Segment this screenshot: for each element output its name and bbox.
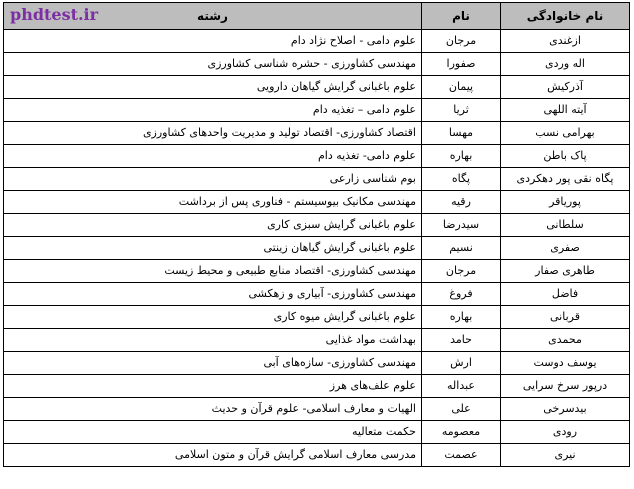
table-row	[4, 191, 630, 214]
family-cell: محمدی	[501, 329, 630, 352]
family-cell: درپور سرخ سرایی	[501, 375, 630, 398]
table-row	[4, 375, 630, 398]
field-cell: علوم باغبانی گرایش سبزی کاری	[4, 214, 422, 237]
family-cell: سلطانی	[501, 214, 630, 237]
field-cell: الهیات و معارف اسلامی- علوم قرآن و حدیث	[4, 398, 422, 421]
name-cell: مرجان	[422, 30, 501, 53]
table-row	[4, 99, 630, 122]
field-cell: حکمت متعالیه	[4, 421, 422, 444]
table-row	[4, 145, 630, 168]
table-row	[4, 306, 630, 329]
field-cell: علوم باغبانی گرایش گیاهان دارویی	[4, 76, 422, 99]
name-cell: بهاره	[422, 306, 501, 329]
field-cell: علوم باغبانی گرایش گیاهان زینتی	[4, 237, 422, 260]
family-cell: پوریاقر	[501, 191, 630, 214]
table-row	[4, 122, 630, 145]
header-field-label: رشته	[197, 9, 228, 23]
results-table	[3, 2, 630, 467]
family-cell: فاضل	[501, 283, 630, 306]
header-name: نام	[422, 3, 501, 30]
table-header-row	[4, 3, 630, 30]
name-cell: فروغ	[422, 283, 501, 306]
table-row	[4, 168, 630, 191]
field-cell: مهندسی مکانیک بیوسیستم - فناوری پس از برداشت	[4, 191, 422, 214]
name-cell: علی	[422, 398, 501, 421]
table-row	[4, 237, 630, 260]
name-cell: ثریا	[422, 99, 501, 122]
family-cell: پگاه نقی پور دهکردی	[501, 168, 630, 191]
name-cell: مرجان	[422, 260, 501, 283]
table-row	[4, 444, 630, 467]
table-row	[4, 260, 630, 283]
family-cell: ازغندی	[501, 30, 630, 53]
name-cell: حامد	[422, 329, 501, 352]
name-cell: سیدرضا	[422, 214, 501, 237]
field-cell: علوم دامی - اصلاح نژاد دام	[4, 30, 422, 53]
name-cell: عصمت	[422, 444, 501, 467]
field-cell: علوم دامی – تغذیه دام	[4, 99, 422, 122]
results-table-container	[3, 2, 630, 487]
family-cell: اله وردی	[501, 53, 630, 76]
table-body	[4, 30, 630, 467]
name-cell: ارش	[422, 352, 501, 375]
name-cell: بهاره	[422, 145, 501, 168]
table-row	[4, 398, 630, 421]
table-row	[4, 329, 630, 352]
field-cell: بهداشت مواد غذایی	[4, 329, 422, 352]
field-cell: مهندسی کشاورزی- سازه‌های آبی	[4, 352, 422, 375]
family-cell: پاک باطن	[501, 145, 630, 168]
table-row	[4, 214, 630, 237]
watermark: phdtest.ir	[10, 5, 99, 24]
family-cell: قربانی	[501, 306, 630, 329]
family-cell: آذرکیش	[501, 76, 630, 99]
name-cell: صفورا	[422, 53, 501, 76]
family-cell: بیدسرخی	[501, 398, 630, 421]
family-cell: بهرامی نسب	[501, 122, 630, 145]
field-cell: بوم شناسی زارعی	[4, 168, 422, 191]
field-cell: اقتصاد کشاورزی- اقتصاد تولید و مدیریت واحدهای کشاورزی	[4, 122, 422, 145]
header-family: نام خانوادگی	[501, 3, 630, 30]
table-row	[4, 76, 630, 99]
name-cell: رقیه	[422, 191, 501, 214]
header-field	[4, 3, 422, 30]
field-cell: مدرسی معارف اسلامی گرایش قرآن و متون اسلامی	[4, 444, 422, 467]
field-cell: مهندسی کشاورزی- اقتصاد منابع طبیعی و محیط زیست	[4, 260, 422, 283]
field-cell: علوم علف‌های هرز	[4, 375, 422, 398]
field-cell: علوم دامی- تغذیه دام	[4, 145, 422, 168]
field-cell: مهندسی کشاورزی- آبیاری و زهکشی	[4, 283, 422, 306]
table-row	[4, 30, 630, 53]
table-row	[4, 53, 630, 76]
name-cell: پگاه	[422, 168, 501, 191]
table-row	[4, 352, 630, 375]
family-cell: یوسف دوست	[501, 352, 630, 375]
field-cell: علوم باغبانی گرایش میوه کاری	[4, 306, 422, 329]
name-cell: مهسا	[422, 122, 501, 145]
family-cell: صفری	[501, 237, 630, 260]
table-row	[4, 421, 630, 444]
field-cell: مهندسی کشاورزی - حشره شناسی کشاورزی	[4, 53, 422, 76]
name-cell: پیمان	[422, 76, 501, 99]
family-cell: نیری	[501, 444, 630, 467]
family-cell: رودی	[501, 421, 630, 444]
family-cell: طاهری صفار	[501, 260, 630, 283]
name-cell: عبداله	[422, 375, 501, 398]
family-cell: آیته اللهی	[501, 99, 630, 122]
name-cell: نسیم	[422, 237, 501, 260]
name-cell: معصومه	[422, 421, 501, 444]
table-row	[4, 283, 630, 306]
